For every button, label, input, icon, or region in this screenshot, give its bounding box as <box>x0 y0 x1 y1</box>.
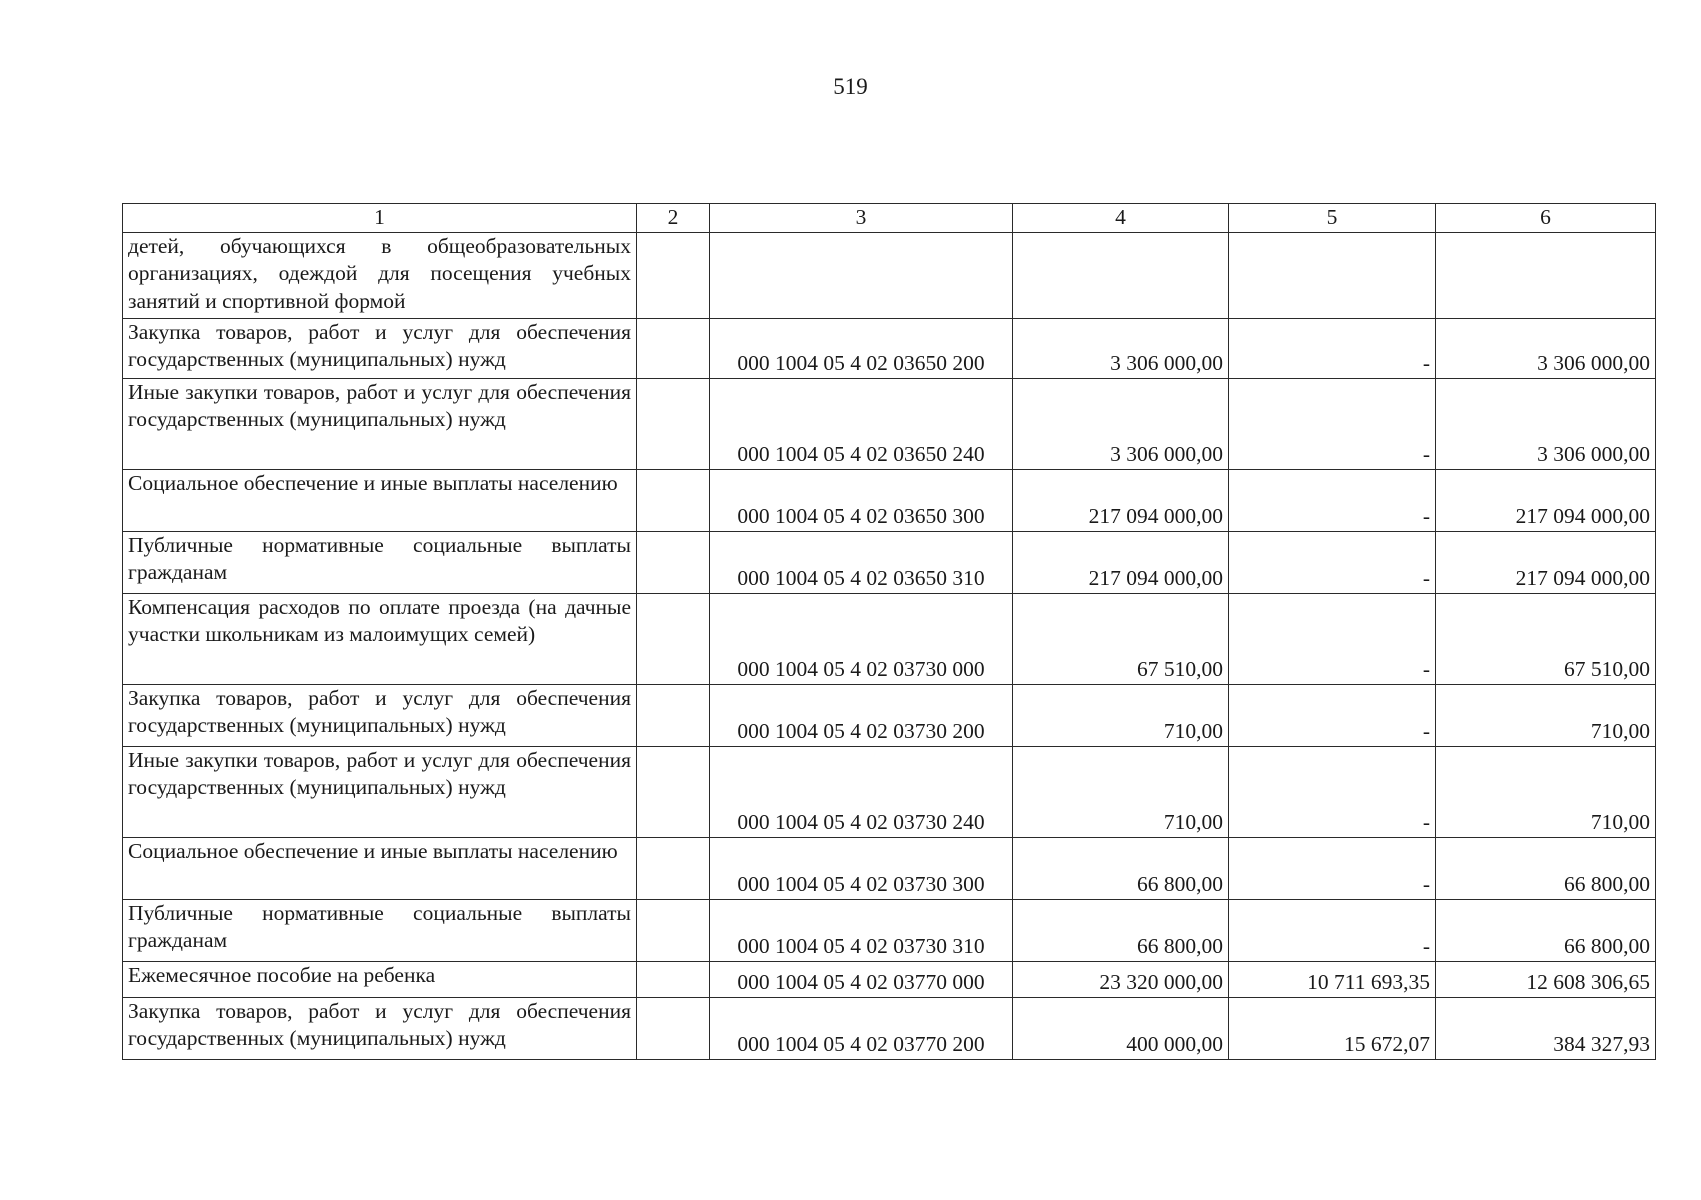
header-col-1: 1 <box>123 204 637 233</box>
row-col4-amount <box>1013 232 1229 318</box>
row-col5-amount: 10 711 693,35 <box>1229 961 1436 997</box>
row-col2 <box>637 746 710 837</box>
table-body <box>123 232 1656 1059</box>
row-col4-amount: 23 320 000,00 <box>1013 961 1229 997</box>
row-description: Иные закупки товаров, работ и услуг для обеспечения государственных (муниципальных) нужд <box>123 746 637 837</box>
row-col4-amount: 400 000,00 <box>1013 997 1229 1059</box>
row-col4-amount: 217 094 000,00 <box>1013 531 1229 593</box>
table-row <box>123 232 1656 318</box>
row-col6-amount <box>1436 232 1656 318</box>
row-code: 000 1004 05 4 02 03650 310 <box>710 531 1013 593</box>
row-code: 000 1004 05 4 02 03770 200 <box>710 997 1013 1059</box>
row-description: Социальное обеспечение и иные выплаты населению <box>123 469 637 531</box>
row-col4-amount: 710,00 <box>1013 746 1229 837</box>
row-description: Иные закупки товаров, работ и услуг для обеспечения государственных (муниципальных) нужд <box>123 378 637 469</box>
row-col5-amount: - <box>1229 378 1436 469</box>
row-col4-amount: 217 094 000,00 <box>1013 469 1229 531</box>
row-code <box>710 232 1013 318</box>
table-row <box>123 997 1656 1059</box>
page-number: 519 <box>833 74 868 99</box>
row-col2 <box>637 378 710 469</box>
row-description: Закупка товаров, работ и услуг для обеспечения государственных (муниципальных) нужд <box>123 318 637 378</box>
row-col6-amount: 66 800,00 <box>1436 837 1656 899</box>
row-col6-amount: 217 094 000,00 <box>1436 469 1656 531</box>
row-col5-amount <box>1229 232 1436 318</box>
header-col-4: 4 <box>1013 204 1229 233</box>
row-col2 <box>637 684 710 746</box>
row-col2 <box>637 232 710 318</box>
row-code: 000 1004 05 4 02 03770 000 <box>710 961 1013 997</box>
row-description: детей, обучающихся в общеобразовательных организациях, одеждой для посещения учебных занятий и спортивной формой <box>123 232 637 318</box>
row-code: 000 1004 05 4 02 03730 310 <box>710 899 1013 961</box>
row-col2 <box>637 961 710 997</box>
row-col6-amount: 3 306 000,00 <box>1436 378 1656 469</box>
row-col2 <box>637 997 710 1059</box>
row-description: Социальное обеспечение и иные выплаты населению <box>123 837 637 899</box>
row-col6-amount: 384 327,93 <box>1436 997 1656 1059</box>
row-col5-amount: - <box>1229 746 1436 837</box>
row-col5-amount: - <box>1229 837 1436 899</box>
row-col6-amount: 67 510,00 <box>1436 593 1656 684</box>
table-row <box>123 378 1656 469</box>
header-col-2: 2 <box>637 204 710 233</box>
row-col4-amount: 66 800,00 <box>1013 837 1229 899</box>
row-code: 000 1004 05 4 02 03730 300 <box>710 837 1013 899</box>
row-col2 <box>637 531 710 593</box>
row-col5-amount: - <box>1229 531 1436 593</box>
table-row <box>123 961 1656 997</box>
row-description: Закупка товаров, работ и услуг для обеспечения государственных (муниципальных) нужд <box>123 684 637 746</box>
row-description: Публичные нормативные социальные выплаты гражданам <box>123 531 637 593</box>
table-row <box>123 318 1656 378</box>
row-col2 <box>637 899 710 961</box>
row-col5-amount: - <box>1229 593 1436 684</box>
row-description: Публичные нормативные социальные выплаты гражданам <box>123 899 637 961</box>
row-col2 <box>637 318 710 378</box>
row-col6-amount: 710,00 <box>1436 684 1656 746</box>
table-row <box>123 469 1656 531</box>
header-row <box>123 204 1656 233</box>
header-col-6: 6 <box>1436 204 1656 233</box>
row-col5-amount: - <box>1229 899 1436 961</box>
table-row <box>123 746 1656 837</box>
row-description: Компенсация расходов по оплате проезда (на дачные участки школьникам из малоимущих семей) <box>123 593 637 684</box>
row-col6-amount: 66 800,00 <box>1436 899 1656 961</box>
row-col6-amount: 710,00 <box>1436 746 1656 837</box>
row-col4-amount: 3 306 000,00 <box>1013 318 1229 378</box>
row-col6-amount: 217 094 000,00 <box>1436 531 1656 593</box>
row-description: Ежемесячное пособие на ребенка <box>123 961 637 997</box>
row-code: 000 1004 05 4 02 03650 240 <box>710 378 1013 469</box>
row-col2 <box>637 837 710 899</box>
header-col-3: 3 <box>710 204 1013 233</box>
row-col4-amount: 67 510,00 <box>1013 593 1229 684</box>
row-col6-amount: 3 306 000,00 <box>1436 318 1656 378</box>
row-col6-amount: 12 608 306,65 <box>1436 961 1656 997</box>
table-row <box>123 531 1656 593</box>
budget-table <box>122 203 1656 1060</box>
row-col4-amount: 3 306 000,00 <box>1013 378 1229 469</box>
row-code: 000 1004 05 4 02 03650 200 <box>710 318 1013 378</box>
row-description: Закупка товаров, работ и услуг для обеспечения государственных (муниципальных) нужд <box>123 997 637 1059</box>
row-col5-amount: - <box>1229 684 1436 746</box>
row-col4-amount: 710,00 <box>1013 684 1229 746</box>
row-code: 000 1004 05 4 02 03730 200 <box>710 684 1013 746</box>
table-row <box>123 837 1656 899</box>
row-col5-amount: - <box>1229 318 1436 378</box>
header-col-5: 5 <box>1229 204 1436 233</box>
table-row <box>123 684 1656 746</box>
row-code: 000 1004 05 4 02 03650 300 <box>710 469 1013 531</box>
row-col4-amount: 66 800,00 <box>1013 899 1229 961</box>
table-row <box>123 899 1656 961</box>
row-col2 <box>637 593 710 684</box>
row-col5-amount: 15 672,07 <box>1229 997 1436 1059</box>
row-code: 000 1004 05 4 02 03730 240 <box>710 746 1013 837</box>
row-col5-amount: - <box>1229 469 1436 531</box>
row-code: 000 1004 05 4 02 03730 000 <box>710 593 1013 684</box>
table-row <box>123 593 1656 684</box>
row-col2 <box>637 469 710 531</box>
